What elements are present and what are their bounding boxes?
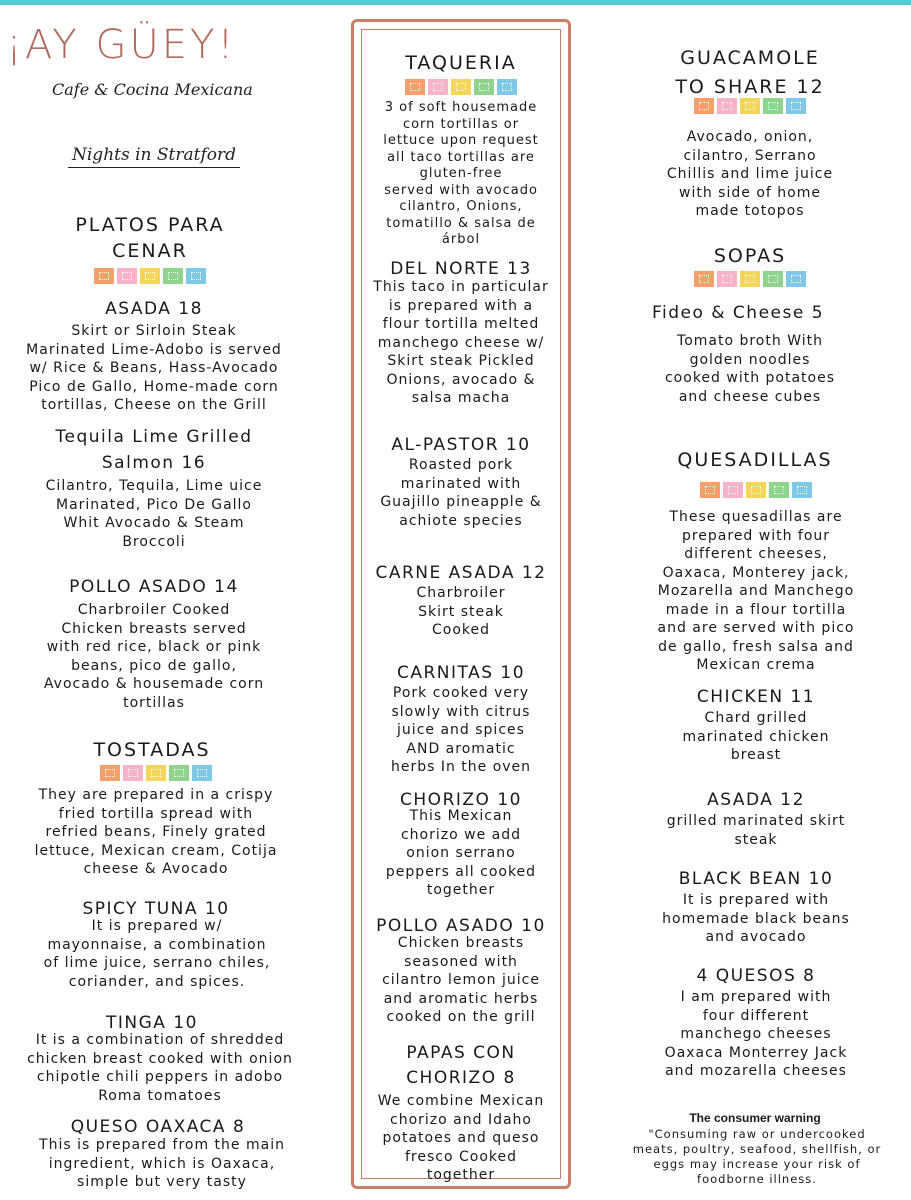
- quesadilla-desc-black-bean: It is prepared with homemade black beans and avocado: [662, 892, 850, 945]
- papel-flag-icon: [763, 271, 783, 287]
- papel-flag-icon: [723, 482, 743, 498]
- papel-picado-decoration: [90, 268, 210, 284]
- dish-name-asada: ASADA 18: [105, 299, 203, 319]
- taco-desc-carne-asada: Charbroiler Skirt steak Cooked: [416, 585, 506, 638]
- dish-desc-fideo: Tomato broth With golden noodles cooked with potatoes and cheese cubes: [664, 333, 836, 405]
- taco-name-al-pastor: AL-PASTOR 10: [391, 435, 531, 455]
- papel-flag-icon: [405, 79, 425, 95]
- taco-desc-carnitas: Pork cooked very slowly with citrus juice and spices AND aromatic herbs In the oven: [390, 685, 532, 775]
- dish-desc-spicy-tuna: It is prepared w/ mayonnaise, a combination of lime juice, serrano chiles, coriander, and spices.: [43, 918, 271, 990]
- papel-flag-icon: [694, 98, 714, 114]
- consumer-warning-text: "Consuming raw or undercooked meats, poultry, seafood, shellfish, or eggs may increase your risk of foodborne illness.: [632, 1127, 882, 1186]
- papel-flag-icon: [123, 765, 143, 781]
- top-accent-bar: [0, 0, 911, 5]
- papel-flag-icon: [451, 79, 471, 95]
- dish-name-tinga: TINGA 10: [106, 1013, 198, 1033]
- papel-flag-icon: [786, 271, 806, 287]
- quesadillas-desc: These quesadillas are prepared with four different cheeses, Oaxaca, Monterey jack, Mozarella and Manchego made in a flour tortilla and are served with pico de gallo, fresh salsa and Mexican crema: [657, 509, 855, 673]
- papel-flag-icon: [100, 765, 120, 781]
- tostadas-desc: They are prepared in a crispy fried tortilla spread with refried beans, Finely grated lettuce, Mexican cream, Cotija cheese & Avocado: [34, 787, 278, 877]
- papel-flag-icon: [163, 268, 183, 284]
- papel-flag-icon: [169, 765, 189, 781]
- dish-name-queso-oaxaca: QUESO OAXACA 8: [70, 1117, 246, 1137]
- papel-flag-icon: [474, 79, 494, 95]
- papel-flag-icon: [694, 271, 714, 287]
- dish-name-salmon: Tequila Lime Grilled Salmon 16: [55, 427, 253, 473]
- taco-desc-pollo-asado: Chicken breasts seasoned with cilantro lemon juice and aromatic herbs cooked on the grill: [382, 935, 540, 1025]
- taco-name-carnitas: CARNITAS 10: [396, 663, 526, 683]
- papel-flag-icon: [428, 79, 448, 95]
- papel-flag-icon: [786, 98, 806, 114]
- taco-desc-chorizo: This Mexican chorizo we add onion serrano peppers all cooked together: [385, 808, 537, 898]
- papel-flag-icon: [769, 482, 789, 498]
- quesadilla-desc-chicken: Chard grilled marinated chicken breast: [682, 710, 830, 763]
- taco-desc-papas-con-chorizo: We combine Mexican chorizo and Idaho potatoes and queso fresco Cooked together: [377, 1093, 545, 1183]
- papel-flag-icon: [497, 79, 517, 95]
- taco-name-chorizo: CHORIZO 10: [400, 790, 522, 810]
- quesadilla-desc-4-quesos: I am prepared with four different manchego cheeses Oaxaca Monterrey Jack and mozarella cheeses: [664, 989, 848, 1079]
- location-subtitle: Nights in Stratford: [68, 145, 240, 168]
- papel-picado-decoration: [96, 765, 216, 781]
- taco-desc-del-norte: This taco in particular is prepared with a flour tortilla melted manchego cheese w/ Skirt steak Pickled Onions, avocado & salsa macha: [373, 279, 549, 406]
- papel-flag-icon: [717, 271, 737, 287]
- section-title-quesadillas: QUESADILLAS: [677, 449, 833, 471]
- quesadilla-name-black-bean: BLACK BEAN 10: [678, 869, 834, 889]
- taqueria-intro: 3 of soft housemade corn tortillas or lettuce upon request all taco tortillas are gluten-free served with avocado cilantro, Onions, tomatillo & salsa de árbol: [383, 100, 539, 247]
- quesadilla-name-asada: ASADA 12: [707, 790, 805, 810]
- papel-flag-icon: [146, 765, 166, 781]
- dish-name-spicy-tuna: SPICY TUNA 10: [82, 899, 230, 919]
- taco-name-pollo-asado: POLLO ASADO 10: [376, 916, 546, 936]
- papel-flag-icon: [94, 268, 114, 284]
- papel-flag-icon: [740, 271, 760, 287]
- papel-flag-icon: [117, 268, 137, 284]
- section-title-platos: PLATOS PARA CENAR: [75, 214, 225, 262]
- dish-name-pollo-asado: POLLO ASADO 14: [69, 577, 239, 597]
- papel-flag-icon: [740, 98, 760, 114]
- taco-name-carne-asada: CARNE ASADA 12: [375, 563, 547, 583]
- brand-logo: ¡AY GÜEY!: [6, 22, 237, 68]
- papel-flag-icon: [746, 482, 766, 498]
- dish-desc-salmon: Cilantro, Tequila, Lime uice Marinated, Pico De Gallo Whit Avocado & Steam Broccoli: [45, 478, 263, 550]
- section-title-sopas: SOPAS: [713, 245, 787, 267]
- dish-name-fideo: Fideo & Cheese 5: [651, 303, 825, 323]
- dish-desc-queso-oaxaca: This is prepared from the main ingredient, which is Oaxaca, simple but very tasty: [39, 1137, 285, 1190]
- papel-flag-icon: [792, 482, 812, 498]
- papel-flag-icon: [186, 268, 206, 284]
- quesadilla-name-chicken: CHICKEN 11: [696, 687, 816, 707]
- consumer-warning-title: The consumer warning: [689, 1111, 821, 1125]
- quesadilla-name-4-quesos: 4 QUESOS 8: [696, 966, 816, 986]
- dish-desc-pollo-asado: Charbroiler Cooked Chicken breasts served with red rice, black or pink beans, pico de gallo, Avocado & housemade corn tortillas: [43, 602, 265, 711]
- papel-picado-decoration: [690, 98, 810, 114]
- papel-flag-icon: [763, 98, 783, 114]
- taco-name-papas-con-chorizo: PAPAS CON CHORIZO 8: [406, 1043, 516, 1088]
- papel-picado-decoration: [693, 482, 819, 498]
- section-title-taqueria: TAQUERIA: [405, 52, 517, 74]
- papel-picado-decoration: [690, 271, 810, 287]
- dish-desc-guacamole: Avocado, onion, cilantro, Serrano Chillis and lime juice with side of home made totopos: [666, 129, 834, 219]
- papel-flag-icon: [140, 268, 160, 284]
- brand-tagline: Cafe & Cocina Mexicana: [52, 80, 253, 99]
- taco-name-del-norte: DEL NORTE 13: [390, 259, 532, 279]
- papel-flag-icon: [192, 765, 212, 781]
- taco-desc-al-pastor: Roasted pork marinated with Guajillo pineapple & achiote species: [380, 457, 542, 529]
- dish-name-guacamole: GUACAMOLE TO SHARE 12: [675, 47, 825, 98]
- dish-desc-tinga: It is a combination of shredded chicken breast cooked with onion chipotle chili peppers in adobo Roma tomatoes: [27, 1032, 293, 1104]
- papel-flag-icon: [717, 98, 737, 114]
- quesadilla-desc-asada: grilled marinated skirt steak: [666, 813, 846, 848]
- dish-desc-asada: Skirt or Sirloin Steak Marinated Lime-Adobo is served w/ Rice & Beans, Hass-Avocado Pico de Gallo, Home-made corn tortillas, Cheese on the Grill: [26, 323, 282, 413]
- papel-picado-decoration: [401, 79, 521, 95]
- papel-flag-icon: [700, 482, 720, 498]
- section-title-tostadas: TOSTADAS: [93, 739, 211, 761]
